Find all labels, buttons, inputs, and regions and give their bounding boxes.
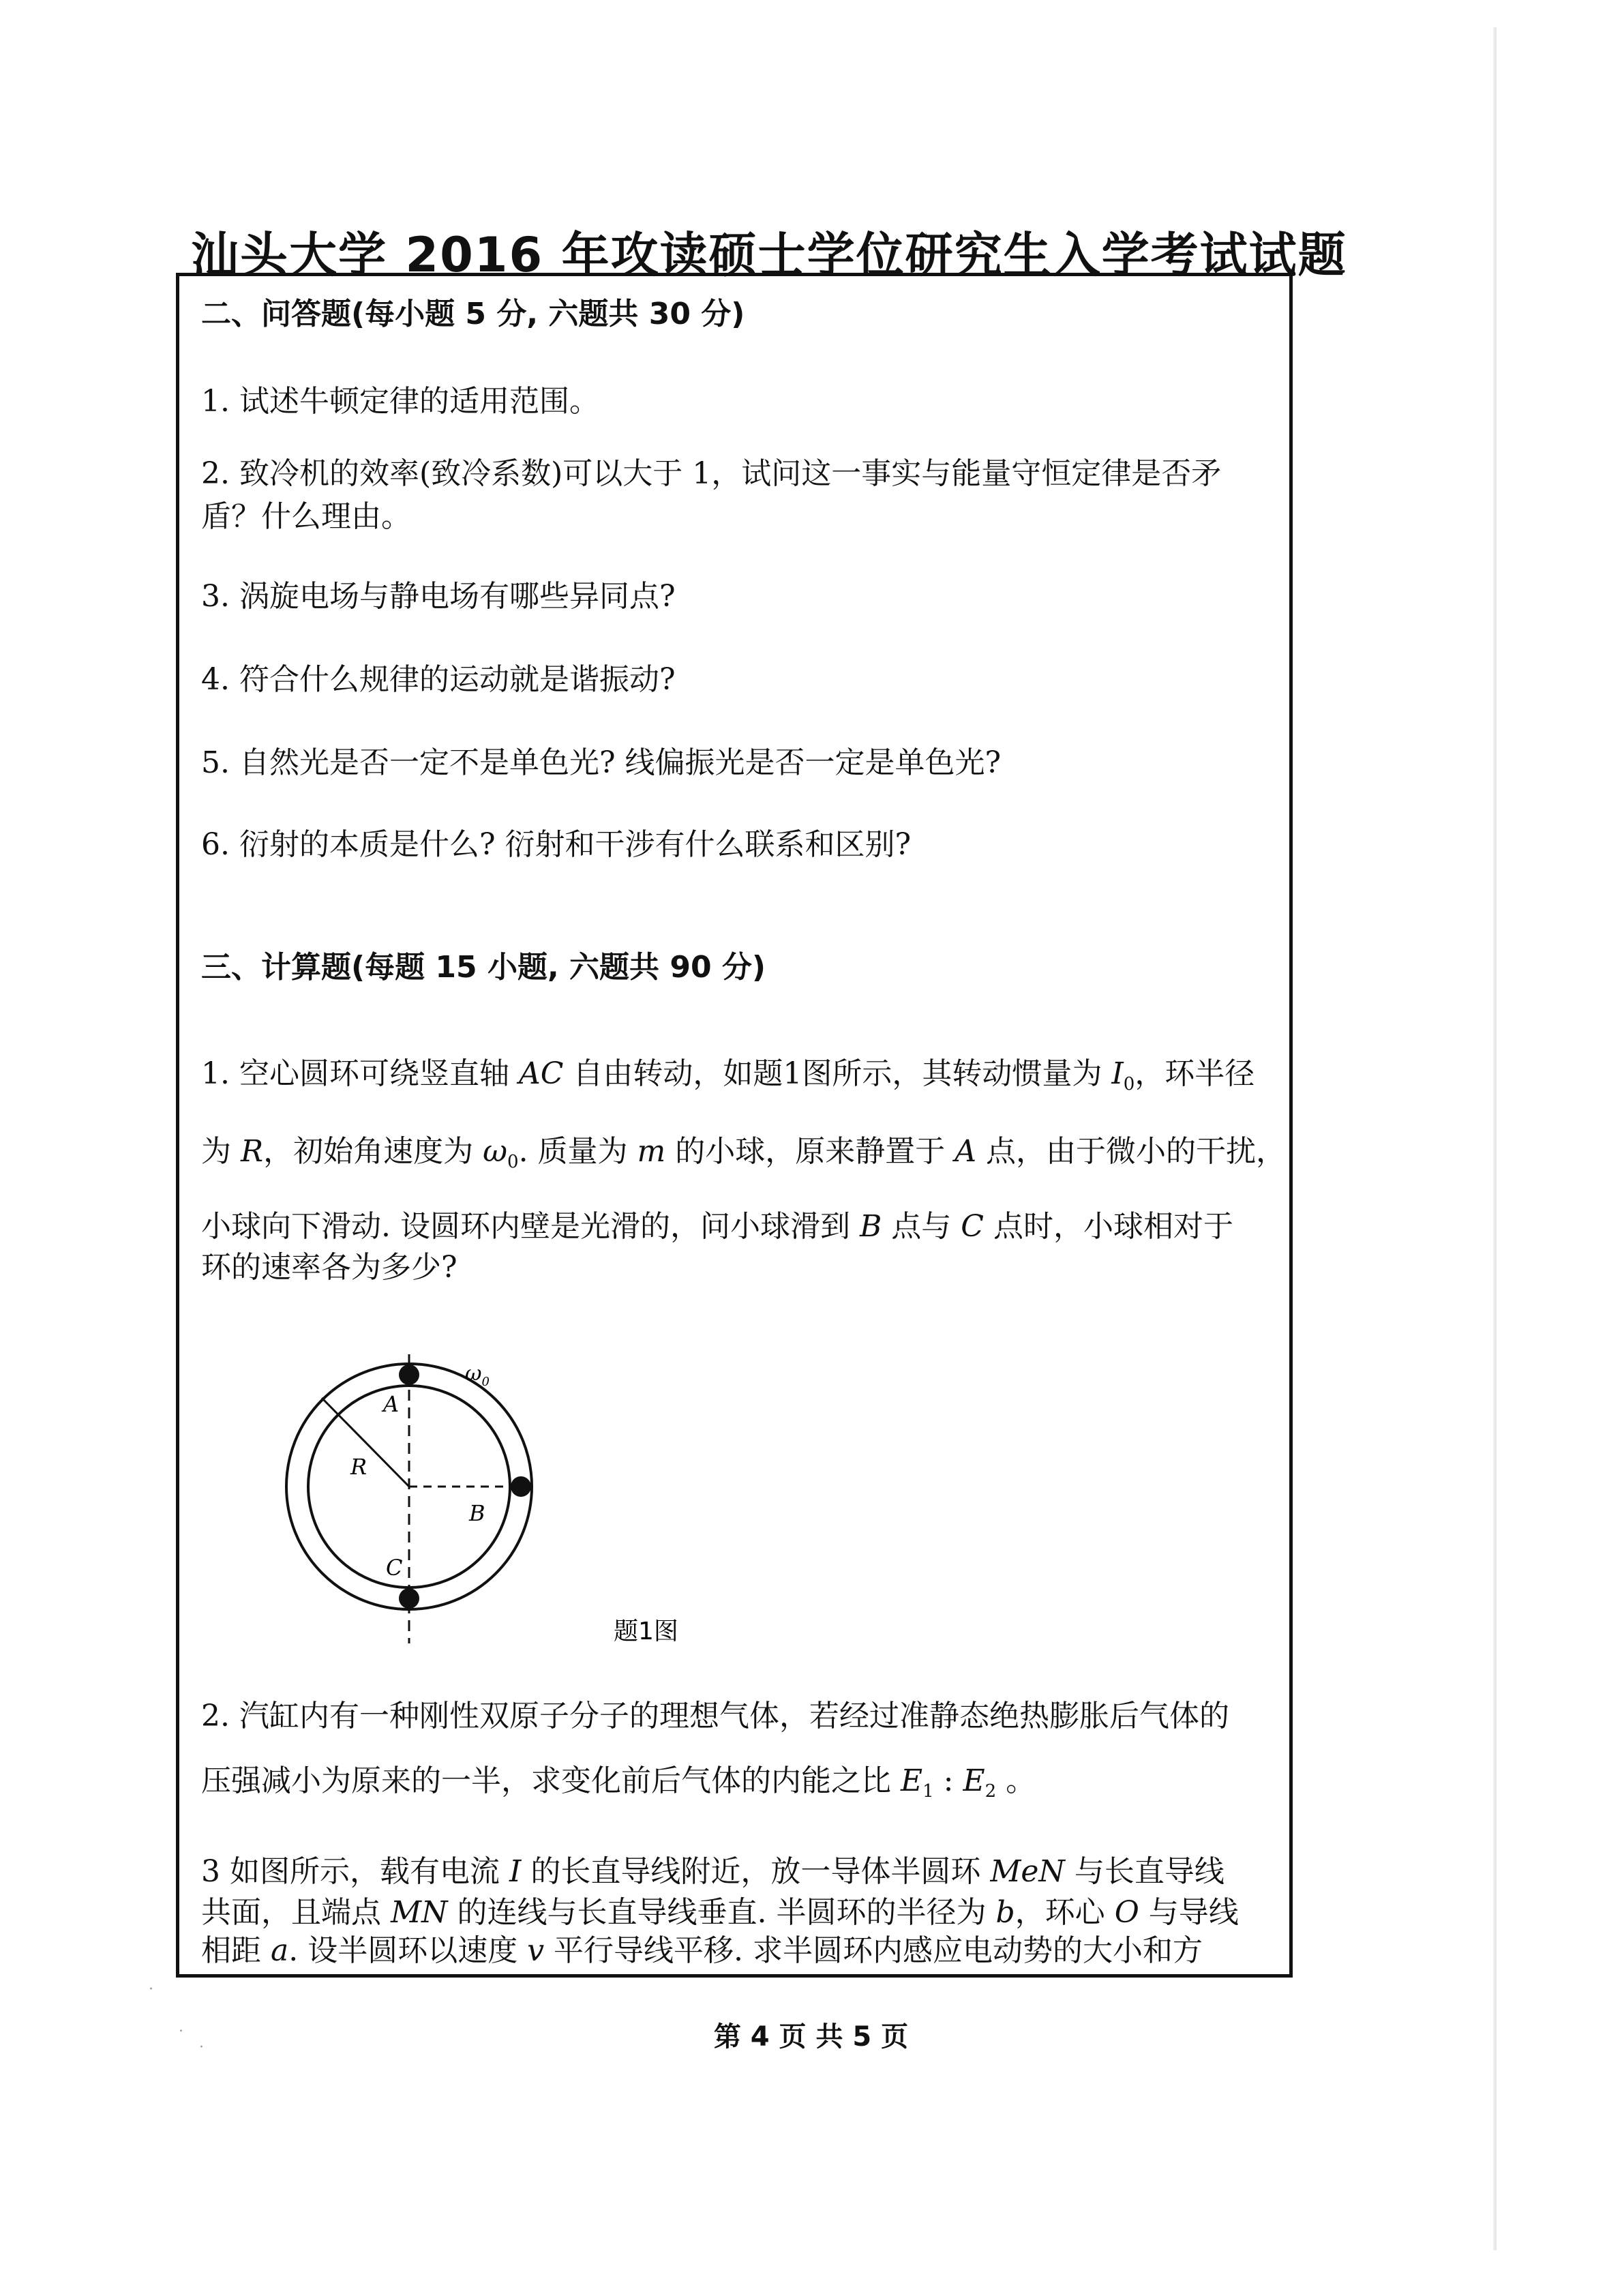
- problem3-line3: 相距 a. 设半圆环以速度 v 平行导线平移. 求半圆环内感应电动势的大小和方: [201, 1933, 1203, 1968]
- question-frame: [176, 273, 1293, 1978]
- problem1-line3: 小球向下滑动. 设圆环内壁是光滑的，问小球滑到 B 点与 C 点时，小球相对于: [201, 1209, 1233, 1244]
- problem1-line2: 为 R，初始角速度为 $\omega_0$. 质量为 m 的小球，原来静置于 A 点，由于微小的干扰，: [201, 1134, 1287, 1172]
- ball-bottom: [399, 1588, 419, 1609]
- page-footer: 第 4 页 共 5 页: [713, 2021, 909, 2053]
- scan-speck: ·: [149, 1981, 153, 1998]
- scan-speck: ·: [199, 2039, 204, 2056]
- section2-heading: 二、问答题(每小题 5 分, 六题共 30 分): [201, 297, 745, 331]
- problem2-line2: 压强减小为原来的一半，求变化前后气体的内能之比 $E_1$ : $E_2$ 。: [201, 1763, 1036, 1802]
- ring-figure: [280, 1350, 770, 1718]
- omega0-label: $\omega_0$: [465, 1362, 490, 1389]
- section3-heading: 三、计算题(每题 15 小题, 六题共 90 分): [201, 950, 766, 985]
- section2-q6: 6. 衍射的本质是什么? 衍射和干涉有什么联系和区别?: [201, 827, 912, 862]
- scan-edge-shadow: [1493, 27, 1497, 2250]
- section2-q5: 5. 自然光是否一定不是单色光? 线偏振光是否一定是单色光?: [201, 745, 1002, 780]
- radius-R-label: R: [350, 1454, 367, 1480]
- point-B-label: B: [469, 1500, 485, 1526]
- point-A-label: A: [383, 1391, 400, 1417]
- exam-title: 汕头大学 2016 年攻读硕士学位研究生入学考试试题: [191, 227, 1347, 283]
- section2-q1: 1. 试述牛顿定律的适用范围。: [201, 384, 599, 419]
- section2-q3: 3. 涡旋电场与静电场有哪些异同点?: [201, 579, 676, 614]
- section2-q2-line1: 2. 致冷机的效率(致冷系数)可以大于 1，试问这一事实与能量守恒定律是否矛: [201, 456, 1222, 491]
- problem3-line1: 3 如图所示，载有电流 I 的长直导线附近，放一导体半圆环 MeN 与长直导线: [201, 1854, 1225, 1889]
- ball-right: [511, 1476, 531, 1497]
- figure-caption: 题1图: [614, 1617, 678, 1645]
- problem3-line2: 共面，且端点 MN 的连线与长直导线垂直. 半圆环的半径为 b，环心 O 与导线: [201, 1895, 1239, 1930]
- problem2-line1: 2. 汽缸内有一种刚性双原子分子的理想气体，若经过准静态绝热膨胀后气体的: [201, 1699, 1229, 1733]
- problem1-line4: 环的速率各为多少?: [201, 1250, 457, 1285]
- section2-q4: 4. 符合什么规律的运动就是谐振动?: [201, 662, 676, 697]
- section2-q2-line2: 盾？什么理由。: [201, 499, 411, 534]
- scan-speck: .: [179, 2018, 183, 2036]
- problem1-line1: 1. 空心圆环可绕竖直轴 AC 自由转动，如题1图所示，其转动惯量为 $I_0$，环半径: [201, 1056, 1255, 1094]
- point-C-label: C: [386, 1555, 403, 1581]
- ball-top: [399, 1365, 419, 1385]
